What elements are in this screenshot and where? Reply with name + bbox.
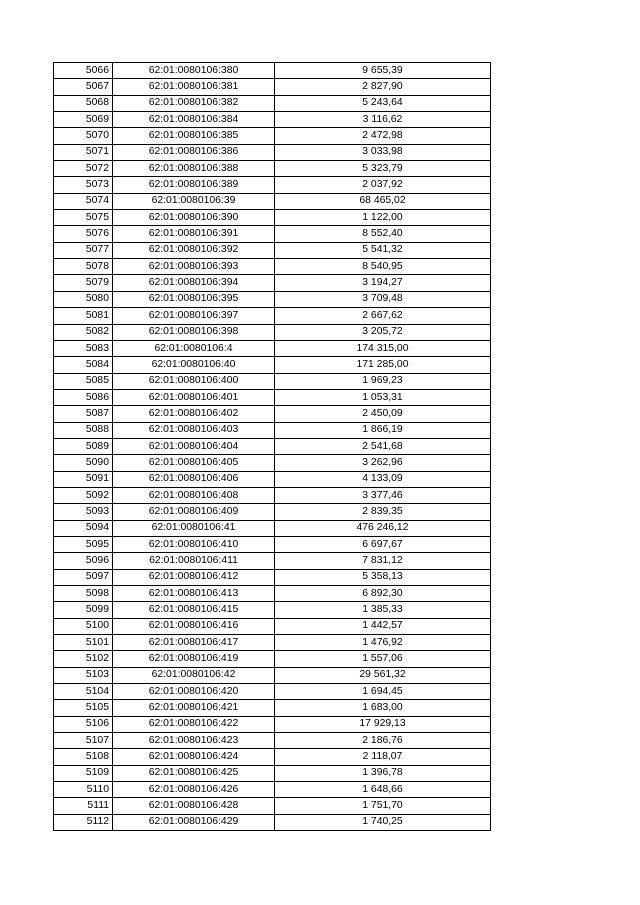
table-row bbox=[54, 765, 491, 781]
cadastral-number-cell: 62:01:0080106:391 bbox=[113, 226, 275, 242]
table-row bbox=[54, 651, 491, 667]
value-cell: 1 557,06 bbox=[275, 651, 491, 667]
table-row bbox=[54, 618, 491, 634]
value-cell: 29 561,32 bbox=[275, 667, 491, 683]
table-row bbox=[54, 422, 491, 438]
value-cell: 1 122,00 bbox=[275, 210, 491, 226]
row-number-cell: 5100 bbox=[54, 618, 113, 634]
value-cell: 5 541,32 bbox=[275, 242, 491, 258]
row-number-cell: 5098 bbox=[54, 586, 113, 602]
table-row bbox=[54, 667, 491, 683]
value-cell: 17 929,13 bbox=[275, 716, 491, 732]
value-cell: 3 377,46 bbox=[275, 487, 491, 503]
row-number-cell: 5110 bbox=[54, 782, 113, 798]
cadastral-number-cell: 62:01:0080106:410 bbox=[113, 536, 275, 552]
row-number-cell: 5068 bbox=[54, 95, 113, 111]
table-row bbox=[54, 308, 491, 324]
value-cell: 2 827,90 bbox=[275, 79, 491, 95]
table-row bbox=[54, 373, 491, 389]
cadastral-number-cell: 62:01:0080106:411 bbox=[113, 553, 275, 569]
table-row bbox=[54, 782, 491, 798]
table-row bbox=[54, 602, 491, 618]
row-number-cell: 5088 bbox=[54, 422, 113, 438]
value-cell: 1 694,45 bbox=[275, 684, 491, 700]
row-number-cell: 5077 bbox=[54, 242, 113, 258]
table-row bbox=[54, 95, 491, 111]
cadastral-number-cell: 62:01:0080106:419 bbox=[113, 651, 275, 667]
value-cell: 2 472,98 bbox=[275, 128, 491, 144]
cadastral-number-cell: 62:01:0080106:40 bbox=[113, 357, 275, 373]
row-number-cell: 5074 bbox=[54, 193, 113, 209]
value-cell: 6 892,30 bbox=[275, 586, 491, 602]
cadastral-number-cell: 62:01:0080106:385 bbox=[113, 128, 275, 144]
value-cell: 476 246,12 bbox=[275, 520, 491, 536]
value-cell: 1 648,66 bbox=[275, 782, 491, 798]
row-number-cell: 5075 bbox=[54, 210, 113, 226]
cadastral-number-cell: 62:01:0080106:422 bbox=[113, 716, 275, 732]
row-number-cell: 5094 bbox=[54, 520, 113, 536]
row-number-cell: 5082 bbox=[54, 324, 113, 340]
cadastral-number-cell: 62:01:0080106:417 bbox=[113, 635, 275, 651]
row-number-cell: 5076 bbox=[54, 226, 113, 242]
table-row bbox=[54, 798, 491, 814]
value-cell: 2 450,09 bbox=[275, 406, 491, 422]
table-row bbox=[54, 569, 491, 585]
row-number-cell: 5102 bbox=[54, 651, 113, 667]
value-cell: 2 118,07 bbox=[275, 749, 491, 765]
table-row bbox=[54, 553, 491, 569]
table-row bbox=[54, 291, 491, 307]
cadastral-value-table bbox=[53, 62, 491, 831]
value-cell: 1 740,25 bbox=[275, 814, 491, 830]
table-row bbox=[54, 749, 491, 765]
table-row bbox=[54, 635, 491, 651]
cadastral-number-cell: 62:01:0080106:397 bbox=[113, 308, 275, 324]
value-cell: 4 133,09 bbox=[275, 471, 491, 487]
table-row bbox=[54, 275, 491, 291]
row-number-cell: 5067 bbox=[54, 79, 113, 95]
row-number-cell: 5111 bbox=[54, 798, 113, 814]
value-cell: 5 358,13 bbox=[275, 569, 491, 585]
cadastral-number-cell: 62:01:0080106:41 bbox=[113, 520, 275, 536]
value-cell: 6 697,67 bbox=[275, 536, 491, 552]
row-number-cell: 5101 bbox=[54, 635, 113, 651]
value-cell: 2 839,35 bbox=[275, 504, 491, 520]
table-body bbox=[54, 63, 491, 831]
table-row bbox=[54, 128, 491, 144]
cadastral-number-cell: 62:01:0080106:415 bbox=[113, 602, 275, 618]
cadastral-number-cell: 62:01:0080106:420 bbox=[113, 684, 275, 700]
row-number-cell: 5072 bbox=[54, 161, 113, 177]
cadastral-number-cell: 62:01:0080106:425 bbox=[113, 765, 275, 781]
table-row bbox=[54, 438, 491, 454]
cadastral-number-cell: 62:01:0080106:398 bbox=[113, 324, 275, 340]
table-row bbox=[54, 406, 491, 422]
row-number-cell: 5085 bbox=[54, 373, 113, 389]
table-row bbox=[54, 79, 491, 95]
table-row bbox=[54, 161, 491, 177]
row-number-cell: 5087 bbox=[54, 406, 113, 422]
value-cell: 174 315,00 bbox=[275, 340, 491, 356]
table-row bbox=[54, 504, 491, 520]
table-row bbox=[54, 242, 491, 258]
cadastral-number-cell: 62:01:0080106:412 bbox=[113, 569, 275, 585]
table-row bbox=[54, 471, 491, 487]
table-row bbox=[54, 487, 491, 503]
value-cell: 1 385,33 bbox=[275, 602, 491, 618]
cadastral-number-cell: 62:01:0080106:402 bbox=[113, 406, 275, 422]
row-number-cell: 5073 bbox=[54, 177, 113, 193]
cadastral-number-cell: 62:01:0080106:394 bbox=[113, 275, 275, 291]
value-cell: 68 465,02 bbox=[275, 193, 491, 209]
value-cell: 3 709,48 bbox=[275, 291, 491, 307]
value-cell: 1 476,92 bbox=[275, 635, 491, 651]
cadastral-number-cell: 62:01:0080106:4 bbox=[113, 340, 275, 356]
value-cell: 7 831,12 bbox=[275, 553, 491, 569]
value-cell: 1 442,57 bbox=[275, 618, 491, 634]
value-cell: 1 751,70 bbox=[275, 798, 491, 814]
row-number-cell: 5103 bbox=[54, 667, 113, 683]
table-row bbox=[54, 144, 491, 160]
value-cell: 2 667,62 bbox=[275, 308, 491, 324]
value-cell: 9 655,39 bbox=[275, 63, 491, 79]
table-row bbox=[54, 259, 491, 275]
document-page bbox=[53, 62, 486, 831]
cadastral-number-cell: 62:01:0080106:390 bbox=[113, 210, 275, 226]
cadastral-number-cell: 62:01:0080106:429 bbox=[113, 814, 275, 830]
table-row bbox=[54, 177, 491, 193]
table-row bbox=[54, 520, 491, 536]
value-cell: 2 186,76 bbox=[275, 733, 491, 749]
value-cell: 3 205,72 bbox=[275, 324, 491, 340]
cadastral-number-cell: 62:01:0080106:380 bbox=[113, 63, 275, 79]
value-cell: 171 285,00 bbox=[275, 357, 491, 373]
row-number-cell: 5107 bbox=[54, 733, 113, 749]
row-number-cell: 5079 bbox=[54, 275, 113, 291]
row-number-cell: 5109 bbox=[54, 765, 113, 781]
cadastral-number-cell: 62:01:0080106:401 bbox=[113, 389, 275, 405]
cadastral-number-cell: 62:01:0080106:404 bbox=[113, 438, 275, 454]
value-cell: 5 243,64 bbox=[275, 95, 491, 111]
value-cell: 3 033,98 bbox=[275, 144, 491, 160]
cadastral-number-cell: 62:01:0080106:400 bbox=[113, 373, 275, 389]
cadastral-number-cell: 62:01:0080106:405 bbox=[113, 455, 275, 471]
table-row bbox=[54, 700, 491, 716]
value-cell: 1 866,19 bbox=[275, 422, 491, 438]
value-cell: 1 969,23 bbox=[275, 373, 491, 389]
row-number-cell: 5108 bbox=[54, 749, 113, 765]
row-number-cell: 5084 bbox=[54, 357, 113, 373]
cadastral-number-cell: 62:01:0080106:392 bbox=[113, 242, 275, 258]
cadastral-number-cell: 62:01:0080106:428 bbox=[113, 798, 275, 814]
cadastral-number-cell: 62:01:0080106:426 bbox=[113, 782, 275, 798]
row-number-cell: 5066 bbox=[54, 63, 113, 79]
cadastral-number-cell: 62:01:0080106:39 bbox=[113, 193, 275, 209]
cadastral-number-cell: 62:01:0080106:389 bbox=[113, 177, 275, 193]
cadastral-number-cell: 62:01:0080106:423 bbox=[113, 733, 275, 749]
cadastral-number-cell: 62:01:0080106:388 bbox=[113, 161, 275, 177]
cadastral-number-cell: 62:01:0080106:381 bbox=[113, 79, 275, 95]
cadastral-number-cell: 62:01:0080106:382 bbox=[113, 95, 275, 111]
value-cell: 3 194,27 bbox=[275, 275, 491, 291]
table-row bbox=[54, 226, 491, 242]
table-row bbox=[54, 536, 491, 552]
row-number-cell: 5104 bbox=[54, 684, 113, 700]
cadastral-number-cell: 62:01:0080106:395 bbox=[113, 291, 275, 307]
row-number-cell: 5095 bbox=[54, 536, 113, 552]
row-number-cell: 5092 bbox=[54, 487, 113, 503]
table-row bbox=[54, 210, 491, 226]
table-row bbox=[54, 716, 491, 732]
value-cell: 8 540,95 bbox=[275, 259, 491, 275]
value-cell: 1 396,78 bbox=[275, 765, 491, 781]
cadastral-number-cell: 62:01:0080106:406 bbox=[113, 471, 275, 487]
row-number-cell: 5080 bbox=[54, 291, 113, 307]
table-row bbox=[54, 63, 491, 79]
row-number-cell: 5071 bbox=[54, 144, 113, 160]
table-row bbox=[54, 455, 491, 471]
row-number-cell: 5089 bbox=[54, 438, 113, 454]
row-number-cell: 5078 bbox=[54, 259, 113, 275]
cadastral-number-cell: 62:01:0080106:413 bbox=[113, 586, 275, 602]
table-row bbox=[54, 814, 491, 830]
cadastral-number-cell: 62:01:0080106:421 bbox=[113, 700, 275, 716]
cadastral-number-cell: 62:01:0080106:403 bbox=[113, 422, 275, 438]
cadastral-number-cell: 62:01:0080106:384 bbox=[113, 112, 275, 128]
cadastral-number-cell: 62:01:0080106:42 bbox=[113, 667, 275, 683]
row-number-cell: 5081 bbox=[54, 308, 113, 324]
value-cell: 8 552,40 bbox=[275, 226, 491, 242]
table-row bbox=[54, 733, 491, 749]
row-number-cell: 5091 bbox=[54, 471, 113, 487]
cadastral-number-cell: 62:01:0080106:409 bbox=[113, 504, 275, 520]
table-row bbox=[54, 357, 491, 373]
value-cell: 2 541,68 bbox=[275, 438, 491, 454]
table-row bbox=[54, 324, 491, 340]
table-row bbox=[54, 340, 491, 356]
row-number-cell: 5093 bbox=[54, 504, 113, 520]
value-cell: 5 323,79 bbox=[275, 161, 491, 177]
row-number-cell: 5097 bbox=[54, 569, 113, 585]
value-cell: 3 116,62 bbox=[275, 112, 491, 128]
cadastral-number-cell: 62:01:0080106:386 bbox=[113, 144, 275, 160]
table-row bbox=[54, 193, 491, 209]
row-number-cell: 5105 bbox=[54, 700, 113, 716]
row-number-cell: 5106 bbox=[54, 716, 113, 732]
table-row bbox=[54, 684, 491, 700]
value-cell: 1 053,31 bbox=[275, 389, 491, 405]
table-row bbox=[54, 586, 491, 602]
row-number-cell: 5096 bbox=[54, 553, 113, 569]
row-number-cell: 5086 bbox=[54, 389, 113, 405]
cadastral-number-cell: 62:01:0080106:424 bbox=[113, 749, 275, 765]
row-number-cell: 5070 bbox=[54, 128, 113, 144]
row-number-cell: 5099 bbox=[54, 602, 113, 618]
value-cell: 3 262,96 bbox=[275, 455, 491, 471]
row-number-cell: 5112 bbox=[54, 814, 113, 830]
value-cell: 1 683,00 bbox=[275, 700, 491, 716]
table-row bbox=[54, 112, 491, 128]
cadastral-number-cell: 62:01:0080106:393 bbox=[113, 259, 275, 275]
value-cell: 2 037,92 bbox=[275, 177, 491, 193]
cadastral-number-cell: 62:01:0080106:416 bbox=[113, 618, 275, 634]
row-number-cell: 5069 bbox=[54, 112, 113, 128]
table-row bbox=[54, 389, 491, 405]
cadastral-number-cell: 62:01:0080106:408 bbox=[113, 487, 275, 503]
row-number-cell: 5090 bbox=[54, 455, 113, 471]
row-number-cell: 5083 bbox=[54, 340, 113, 356]
